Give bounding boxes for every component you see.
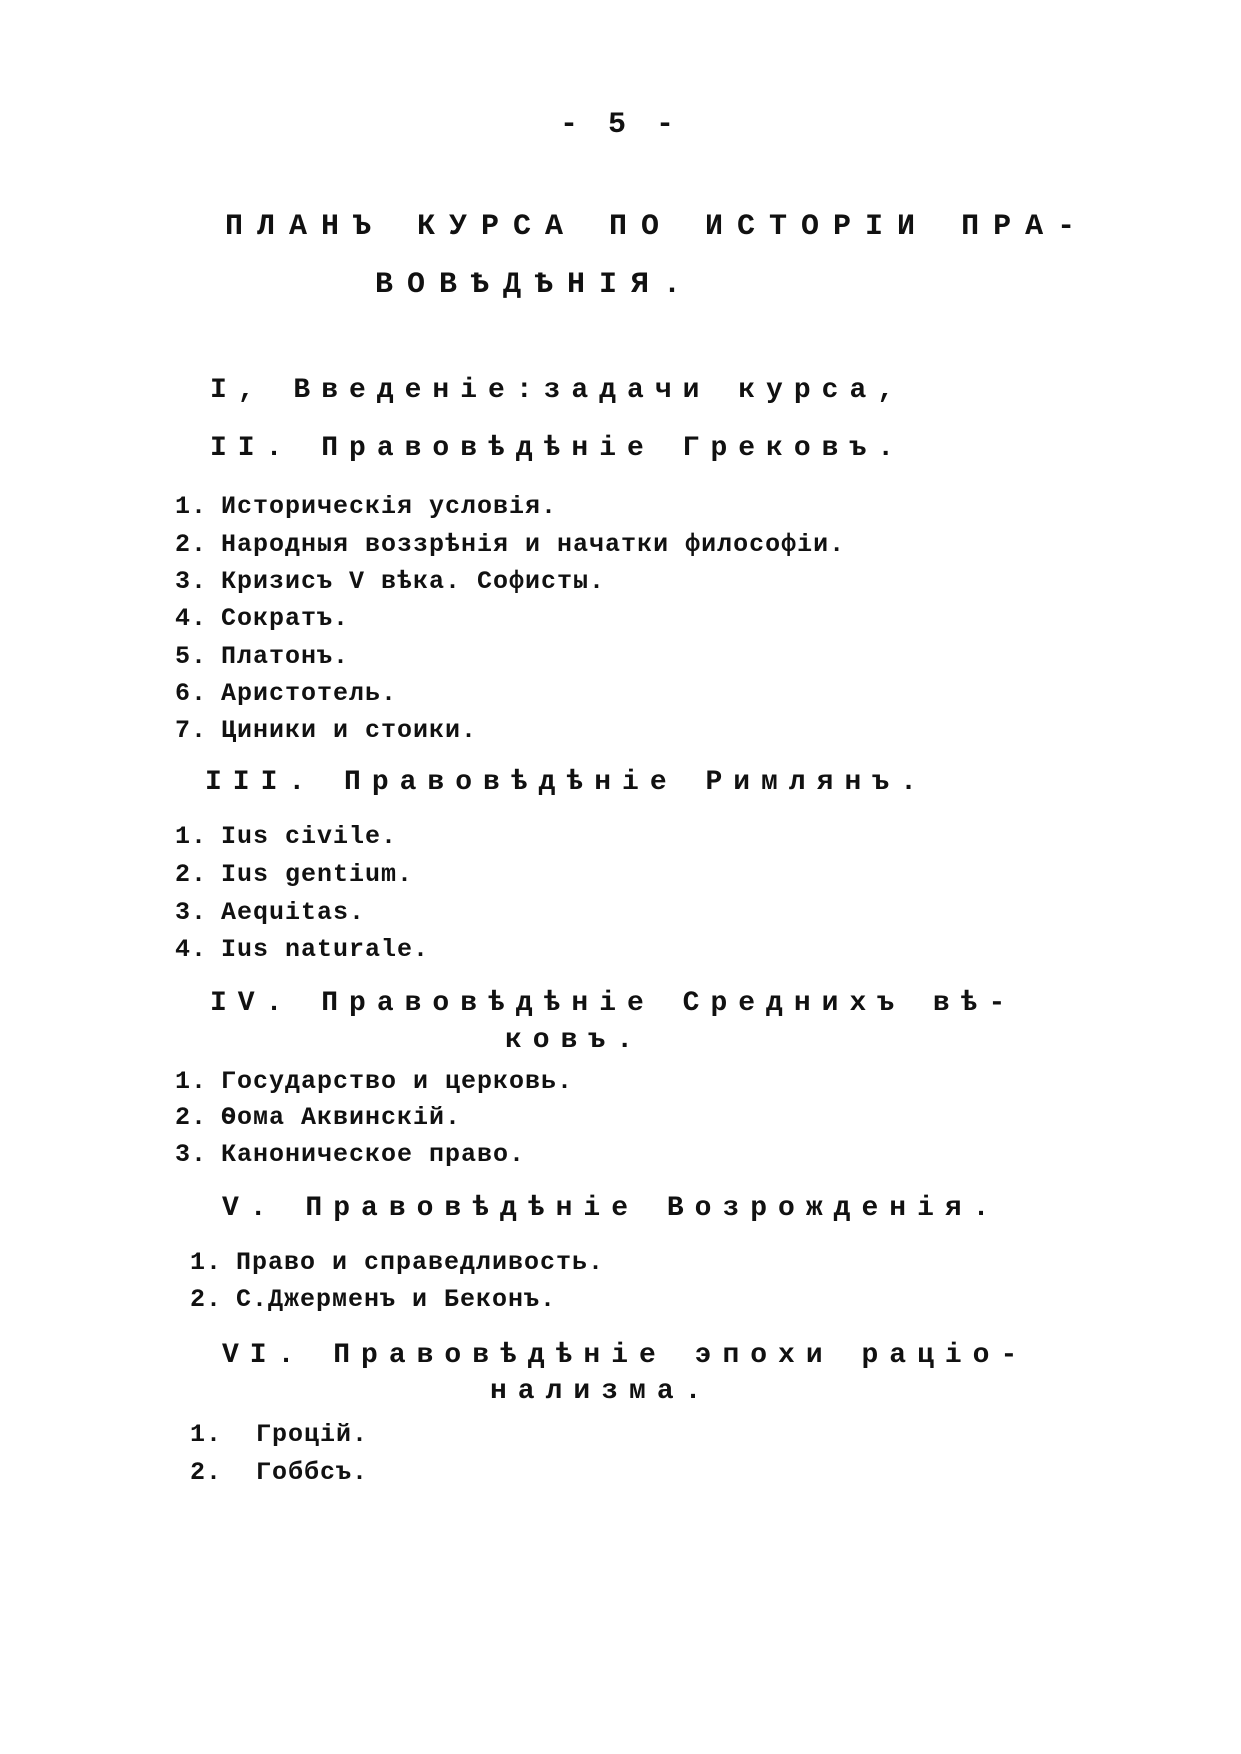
list-item: 3. Каноническое право. [175, 1140, 526, 1169]
list-item: 2. Народныя воззрѣнія и начатки философіи. [175, 530, 846, 559]
list-item: 2. Ѳома Аквинскій. [175, 1103, 462, 1132]
list-item: 1. Государство и церковь. [175, 1067, 574, 1096]
list-item: 1. Право и справедливость. [190, 1248, 605, 1277]
list-item: 1. Историческія условія. [175, 492, 558, 521]
list-item: 2. Гоббсъ. [190, 1458, 369, 1487]
section-heading-4: IV. Правовѣдѣніе Среднихъ вѣ- [210, 988, 1017, 1019]
section-heading-6: VI. Правовѣдѣніе эпохи раціо- [222, 1340, 1029, 1371]
list-item: 4. Ius naturale. [175, 935, 430, 964]
list-item: 1. Ius civile. [175, 822, 398, 851]
list-item: 6. Аристотель. [175, 679, 398, 708]
section-heading-4-cont: ковъ. [505, 1025, 645, 1056]
section-heading-5: V. Правовѣдѣніе Возрожденія. [222, 1193, 1001, 1224]
section-heading-6-cont: нализма. [490, 1376, 713, 1407]
list-item: 2. С.Джерменъ и Беконъ. [190, 1285, 557, 1314]
section-heading-3: III. Правовѣдѣніе Римлянъ. [205, 767, 928, 798]
title-line-2: ВОВѢДѢНІЯ. [375, 268, 696, 302]
title-line-1: ПЛАНЪ КУРСА ПО ИСТОРІИ ПРА- [225, 210, 1090, 244]
list-item: 4. Сократъ. [175, 604, 350, 633]
list-item: 3. Кризисъ V вѣка. Софисты. [175, 567, 606, 596]
list-item: 3. Aequitas. [175, 898, 366, 927]
list-item: 1. Гроцій. [190, 1420, 369, 1449]
list-item: 2. Ius gentium. [175, 860, 414, 889]
page-number: - 5 - [560, 108, 681, 142]
list-item: 5. Платонъ. [175, 642, 350, 671]
section-heading-2: II. Правовѣдѣніе Грековъ. [210, 433, 906, 464]
section-heading-1: I, Введеніе:задачи курса, [210, 375, 906, 406]
list-item: 7. Циники и стоики. [175, 716, 478, 745]
